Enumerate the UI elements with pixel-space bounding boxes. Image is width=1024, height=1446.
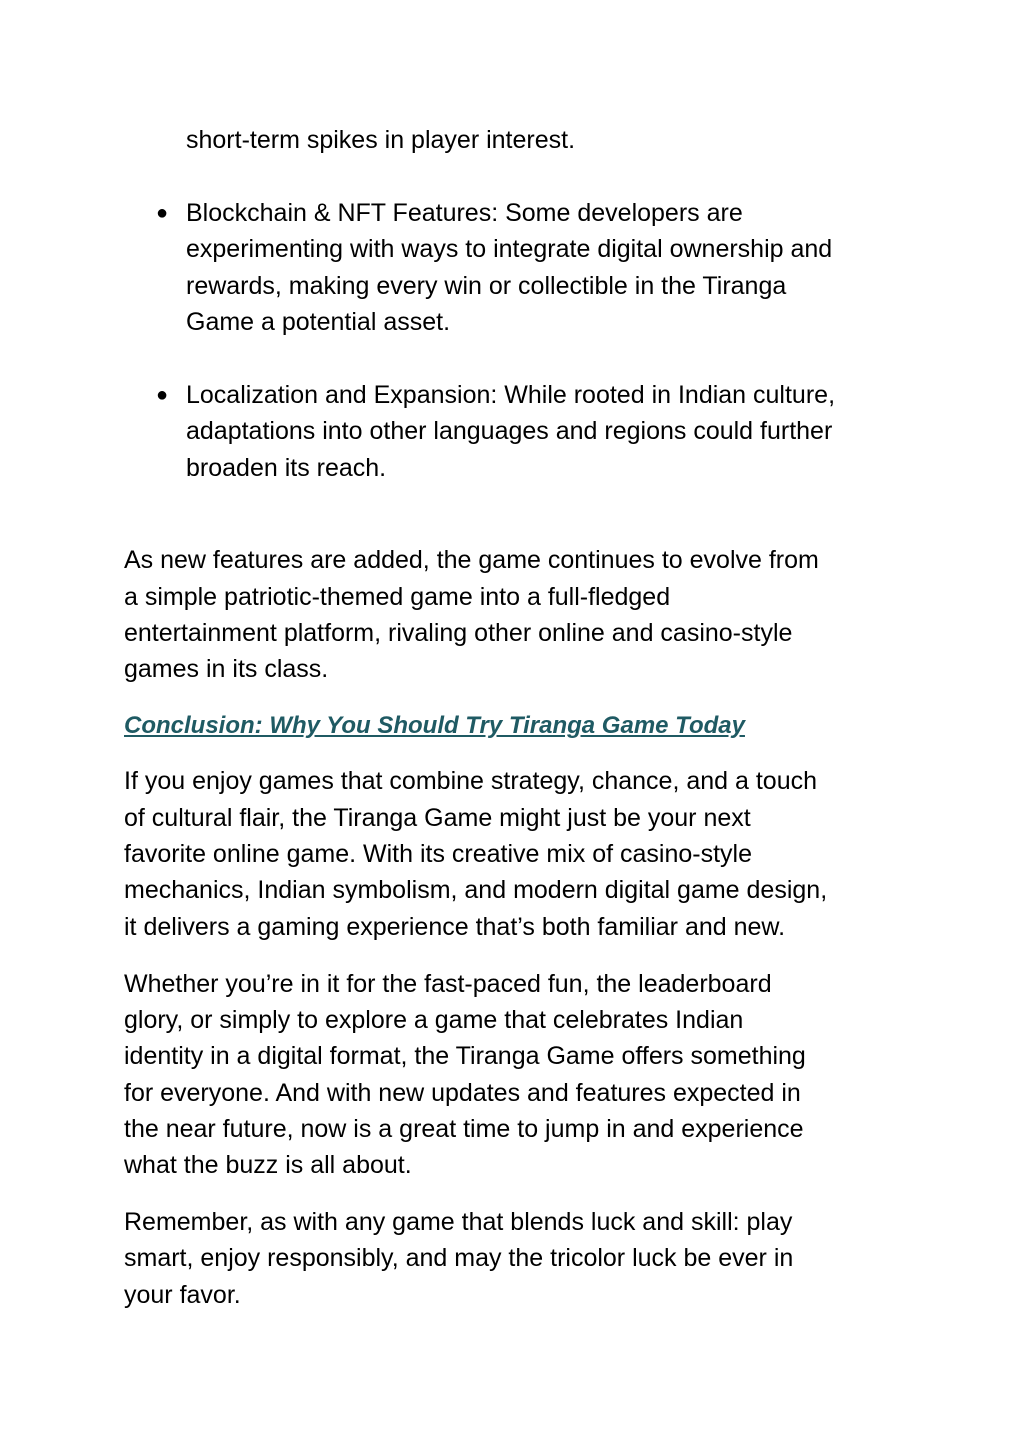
bullet-line: Localization and Expansion: While rooted in Indian culture, [186,381,836,409]
bullet-marker: ● [156,384,169,406]
paragraph-line: it delivers a gaming experience that’s both familiar and new. [124,913,786,941]
bullet-continuation-line: short-term spikes in player interest. [186,126,576,154]
bullet-line: broaden its reach. [186,454,387,482]
paragraph-line: Whether you’re in it for the fast-paced fun, the leaderboard [124,970,772,998]
paragraph-line: games in its class. [124,655,329,683]
paragraph-line: glory, or simply to explore a game that celebrates Indian [124,1006,744,1034]
paragraph-line: for everyone. And with new updates and features expected in [124,1079,801,1107]
paragraph-line: identity in a digital format, the Tiranga Game offers something [124,1042,806,1070]
bullet-marker: ● [156,202,169,224]
conclusion-heading-link[interactable]: Conclusion: Why You Should Try Tiranga Game Today [124,712,745,739]
paragraph-line: As new features are added, the game continues to evolve from [124,546,819,574]
bullet-line: adaptations into other languages and regions could further [186,417,833,445]
paragraph-line: mechanics, Indian symbolism, and modern digital game design, [124,876,828,904]
paragraph-line: Remember, as with any game that blends luck and skill: play [124,1208,793,1236]
paragraph-line: entertainment platform, rivaling other online and casino-style [124,619,793,647]
bullet-line: experimenting with ways to integrate digital ownership and [186,235,833,263]
paragraph-line: what the buzz is all about. [124,1151,412,1179]
paragraph-line: a simple patriotic-themed game into a full-fledged [124,583,671,611]
bullet-line: rewards, making every win or collectible in the Tiranga [186,272,787,300]
bullet-line: Blockchain & NFT Features: Some developers are [186,199,743,227]
paragraph-line: If you enjoy games that combine strategy, chance, and a touch [124,767,818,795]
paragraph-line: the near future, now is a great time to jump in and experience [124,1115,804,1143]
paragraph-line: smart, enjoy responsibly, and may the tricolor luck be ever in [124,1244,794,1272]
paragraph-line: your favor. [124,1281,241,1309]
paragraph-line: favorite online game. With its creative mix of casino-style [124,840,753,868]
paragraph-line: of cultural flair, the Tiranga Game might just be your next [124,804,751,832]
bullet-line: Game a potential asset. [186,308,451,336]
